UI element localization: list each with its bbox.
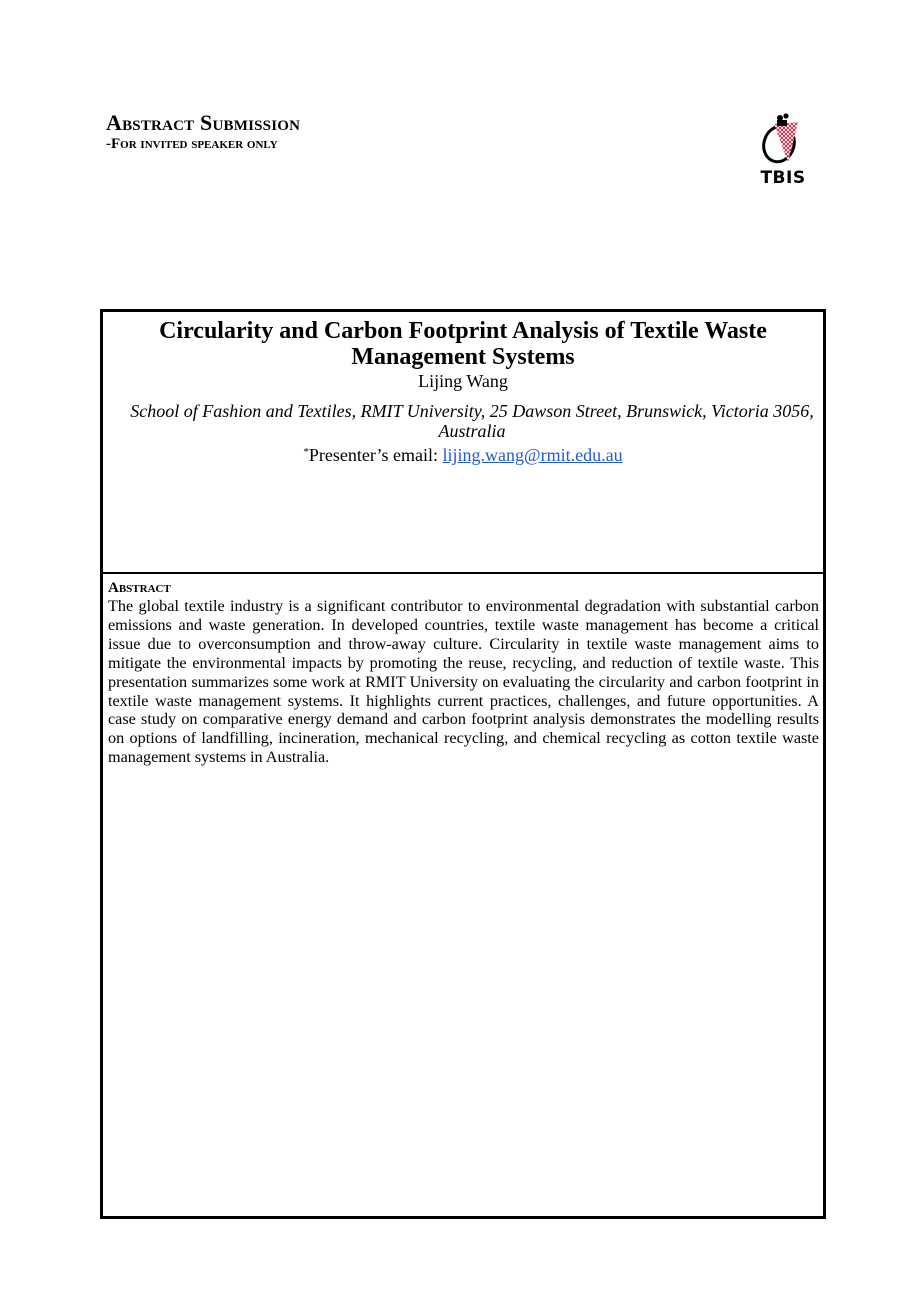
paper-title: Circularity and Carbon Footprint Analysis of Textile Waste Management Systems	[159, 318, 767, 370]
presenter-email-line	[103, 441, 823, 466]
author-name: Lijing Wang	[418, 371, 508, 391]
tbis-logo	[752, 110, 814, 190]
abstract-heading: Abstract	[108, 580, 171, 596]
email-link[interactable]: lijing.wang@rmit.edu.au	[442, 445, 623, 465]
email-footnote-marker: *	[303, 446, 309, 458]
author-affiliation: School of Fashion and Textiles, RMIT University, 25 Dawson Street, Brunswick, Victoria 3056, Australia	[130, 401, 814, 441]
title-box	[100, 309, 826, 574]
abstract-body: The global textile industry is a significant contributor to environmental degradation with substantial carbon emissions and waste generation. In developed countries, textile waste management has become a critical issue due to overconsumption and throw-away culture. Circularity in textile waste management aims to mitigate the environmental impacts by promoting the reuse, recycling, and reduction of textile waste. This presentation summarizes some work at RMIT University on evaluating the circularity and carbon footprint in textile waste management systems. It highlights current practices, challenges, and future opportunities. A case study on comparative energy demand and carbon footprint analysis demonstrates the modelling results on options of landfilling, incineration, mechanical recycling, and chemical recycling as cotton textile waste management systems in Australia.	[108, 597, 819, 767]
header-subtitle: -For invited speaker only	[106, 136, 278, 152]
abstract-box	[100, 572, 826, 1219]
tbis-emblem-icon	[752, 110, 814, 170]
submission-header	[106, 112, 300, 152]
header-title: Abstract Submission	[106, 110, 301, 135]
logo-text: TBIS	[760, 168, 806, 188]
email-label: Presenter’s email:	[308, 445, 443, 465]
